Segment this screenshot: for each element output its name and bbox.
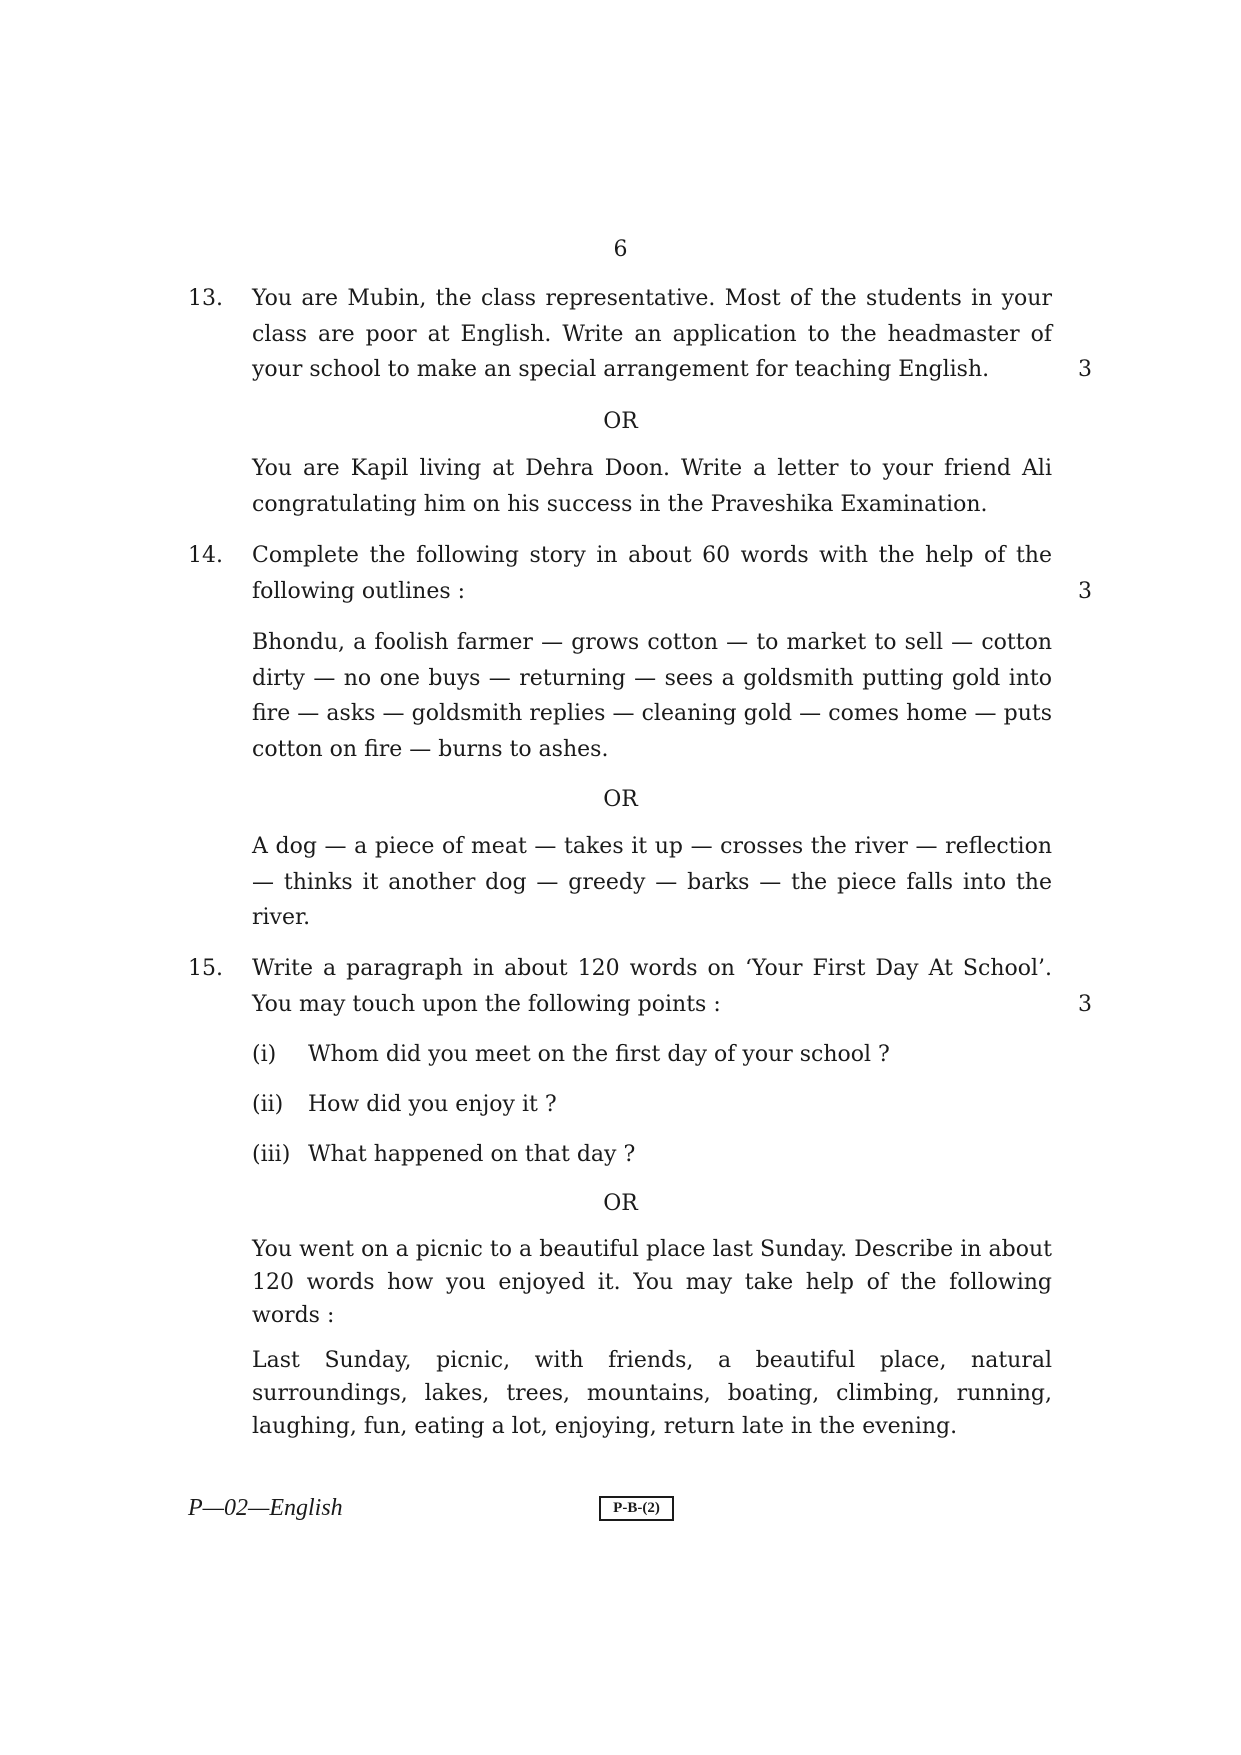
question-13-or: OR bbox=[603, 409, 638, 434]
question-15-point-1-num: (i) bbox=[252, 1042, 277, 1067]
question-14-number: 14. bbox=[188, 543, 223, 568]
question-15-alt-words: Last Sunday, picnic, with friends, a beautiful place, natural surroundings, lakes, trees, mountains, boating, climbing, running, laughing, fun, eating a lot, enjoying, return late in the evening. bbox=[252, 1348, 1052, 1439]
question-15-point-1-text: Whom did you meet on the first day of your school ? bbox=[308, 1042, 890, 1067]
question-15-point-3-text: What happened on that day ? bbox=[308, 1142, 636, 1167]
question-15-marks: 3 bbox=[1078, 991, 1092, 1017]
question-15-or: OR bbox=[603, 1191, 638, 1216]
question-14-body: Complete the following story in about 60 words with the help of the following outlines : bbox=[252, 543, 1052, 604]
question-15-alt-text: You went on a picnic to a beautiful place last Sunday. Describe in about 120 words how you enjoyed it. You may take help of the following words : bbox=[252, 1237, 1052, 1328]
question-13-body: You are Mubin, the class representative. Most of the students in your class are poor at English. Write an application to the headmaster of your school to make an special arrangement for teaching English. bbox=[252, 286, 1052, 382]
question-13-marks: 3 bbox=[1078, 357, 1092, 382]
question-15-point-2-text: How did you enjoy it ? bbox=[308, 1092, 557, 1117]
question-15-point-2-num: (ii) bbox=[252, 1092, 284, 1117]
question-13-text bbox=[252, 281, 1092, 388]
question-13-alt-text: You are Kapil living at Dehra Doon. Write a letter to your friend Ali congratulating him on his success in the Praveshika Examination. bbox=[252, 456, 1052, 517]
footer-subject: P—02—English bbox=[188, 1495, 343, 1521]
question-14-marks: 3 bbox=[1078, 578, 1092, 604]
footer-code: P-B-(2) bbox=[613, 1500, 660, 1516]
question-13-number: 13. bbox=[188, 286, 223, 311]
question-15-point-3-num: (iii) bbox=[252, 1142, 291, 1167]
question-14-outline: Bhondu, a foolish farmer — grows cotton — to market to sell — cotton dirty — no one buys — returning — sees a goldsmith putting gold into fire — asks — goldsmith replies — cleaning gold — comes home — puts cotton on fire — burns to ashes. bbox=[252, 630, 1052, 762]
question-15-body: Write a paragraph in about 120 words on ‘Your First Day At School’. You may touch upon the following points : bbox=[252, 956, 1052, 1017]
question-15-number: 15. bbox=[188, 956, 223, 981]
question-14-or: OR bbox=[603, 787, 638, 812]
question-15-text bbox=[252, 951, 1092, 1022]
footer-code-box bbox=[599, 1496, 674, 1521]
question-14-text bbox=[252, 538, 1092, 609]
question-14-alt-outline: A dog — a piece of meat — takes it up — crosses the river — reflection — thinks it another dog — greedy — barks — the piece falls into the river. bbox=[252, 834, 1052, 930]
page-number: 6 bbox=[613, 237, 628, 262]
